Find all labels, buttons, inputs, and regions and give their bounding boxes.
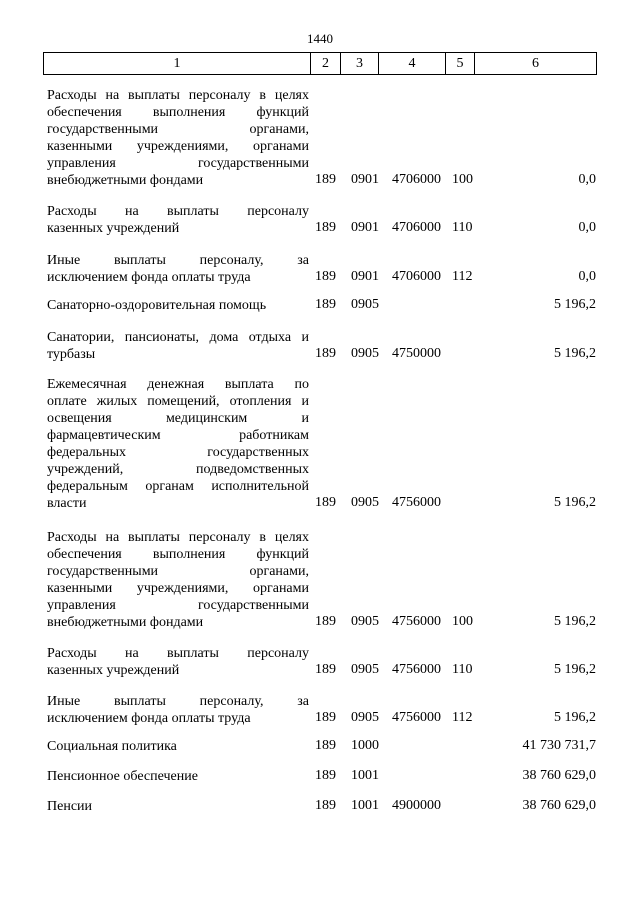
row-name-line: Пенсионное обеспечение [47, 769, 198, 784]
header-col-6: 6 [532, 56, 539, 71]
cell-c5: 112 [452, 269, 473, 284]
row-name-line: власти [47, 496, 87, 511]
table-header [43, 52, 597, 75]
row-name [47, 738, 309, 755]
row-name [47, 529, 309, 631]
row-name-line: Расходы на выплаты персоналу в целях [47, 88, 309, 103]
row-name-line: турбазы [47, 347, 96, 362]
row-name-line: Расходы на выплаты персоналу [47, 646, 309, 661]
row-name-line: внебюджетными фондами [47, 173, 204, 188]
header-col-5: 5 [446, 53, 475, 74]
row-name-line: управления государственными [47, 156, 309, 171]
page-number: 1440 [307, 31, 333, 46]
cell-c2: 189 [315, 346, 336, 361]
cell-c6: 0,0 [578, 172, 596, 187]
row-name-line: исключением фонда оплаты труда [47, 270, 251, 285]
row-name-line: казенными учреждениями, органами [47, 139, 309, 154]
row-name [47, 693, 309, 727]
row-name [47, 768, 309, 785]
cell-c4: 4706000 [392, 172, 441, 187]
cell-c4: 4756000 [392, 495, 441, 510]
row-name-line: управления государственными [47, 598, 309, 613]
cell-c6: 41 730 731,7 [522, 738, 596, 753]
cell-c5: 110 [452, 662, 473, 677]
cell-c3: 0901 [351, 172, 379, 187]
cell-c5: 100 [452, 614, 473, 629]
cell-c2: 189 [315, 614, 336, 629]
cell-c6: 5 196,2 [554, 297, 596, 312]
row-name-line: казенных учреждений [47, 221, 180, 236]
row-name-line: Ежемесячная денежная выплата по [47, 377, 309, 392]
row-name-line: фармацевтическим работникам [47, 428, 309, 443]
cell-c3: 0905 [351, 662, 379, 677]
cell-c2: 189 [315, 220, 336, 235]
cell-c4: 4750000 [392, 346, 441, 361]
cell-c6: 5 196,2 [554, 614, 596, 629]
row-name-line: освещения медицинским и [47, 411, 309, 426]
row-name [47, 798, 309, 815]
cell-c5: 110 [452, 220, 473, 235]
row-name-line: внебюджетными фондами [47, 615, 204, 630]
row-name [47, 329, 309, 363]
cell-c4: 4706000 [392, 269, 441, 284]
cell-c6: 5 196,2 [554, 346, 596, 361]
cell-c6: 5 196,2 [554, 662, 596, 677]
row-name-line: казенными учреждениями, органами [47, 581, 309, 596]
row-name [47, 297, 309, 314]
row-name-line: Санатории, пансионаты, дома отдыха и [47, 330, 309, 345]
cell-c3: 1001 [351, 768, 379, 783]
cell-c2: 189 [315, 297, 336, 312]
cell-c6: 5 196,2 [554, 710, 596, 725]
cell-c4: 4756000 [392, 710, 441, 725]
row-name-line: казенных учреждений [47, 663, 180, 678]
cell-c5: 100 [452, 172, 473, 187]
row-name-line: обеспечения выполнения функций [47, 547, 309, 562]
cell-c2: 189 [315, 738, 336, 753]
row-name-line: обеспечения выполнения функций [47, 105, 309, 120]
cell-c4: 4706000 [392, 220, 441, 235]
cell-c5: 112 [452, 710, 473, 725]
cell-c2: 189 [315, 768, 336, 783]
cell-c2: 189 [315, 172, 336, 187]
row-name-line: федеральных государственных [47, 445, 309, 460]
cell-c4: 4756000 [392, 662, 441, 677]
header-col-2: 2 [311, 53, 341, 74]
row-name-line: Социальная политика [47, 739, 177, 754]
row-name-line: Расходы на выплаты персоналу в целях [47, 530, 309, 545]
cell-c6: 0,0 [578, 269, 596, 284]
row-name [47, 645, 309, 679]
cell-c4: 4756000 [392, 614, 441, 629]
row-name-line: Иные выплаты персоналу, за [47, 694, 309, 709]
row-name-line: Расходы на выплаты персоналу [47, 204, 309, 219]
row-name-line: Иные выплаты персоналу, за [47, 253, 309, 268]
cell-c3: 0905 [351, 495, 379, 510]
cell-c2: 189 [315, 269, 336, 284]
row-name-line: государственными органами, [47, 564, 309, 579]
cell-c3: 1001 [351, 798, 379, 813]
row-name-line: исключением фонда оплаты труда [47, 711, 251, 726]
cell-c3: 0905 [351, 614, 379, 629]
cell-c2: 189 [315, 662, 336, 677]
cell-c2: 189 [315, 495, 336, 510]
row-name-line: учреждений, подведомственных [47, 462, 309, 477]
row-name [47, 252, 309, 286]
row-name-line: федеральным органам исполнительной [47, 479, 309, 494]
cell-c6: 0,0 [578, 220, 596, 235]
cell-c6: 38 760 629,0 [522, 798, 596, 813]
cell-c2: 189 [315, 710, 336, 725]
cell-c3: 0905 [351, 710, 379, 725]
cell-c3: 0905 [351, 346, 379, 361]
row-name [47, 87, 309, 189]
cell-c6: 5 196,2 [554, 495, 596, 510]
cell-c3: 0901 [351, 220, 379, 235]
cell-c2: 189 [315, 798, 336, 813]
cell-c6: 38 760 629,0 [522, 768, 596, 783]
header-col-4: 4 [379, 53, 446, 74]
row-name-line: Пенсии [47, 799, 93, 814]
header-col-1: 1 [44, 53, 311, 74]
cell-c4: 4900000 [392, 798, 441, 813]
row-name-line: оплате жилых помещений, отопления и [47, 394, 309, 409]
cell-c3: 0901 [351, 269, 379, 284]
row-name [47, 203, 309, 237]
row-name [47, 376, 309, 512]
cell-c3: 1000 [351, 738, 379, 753]
row-name-line: государственными органами, [47, 122, 309, 137]
row-name-line: Санаторно-оздоровительная помощь [47, 298, 267, 313]
header-col-3: 3 [341, 53, 379, 74]
cell-c3: 0905 [351, 297, 379, 312]
